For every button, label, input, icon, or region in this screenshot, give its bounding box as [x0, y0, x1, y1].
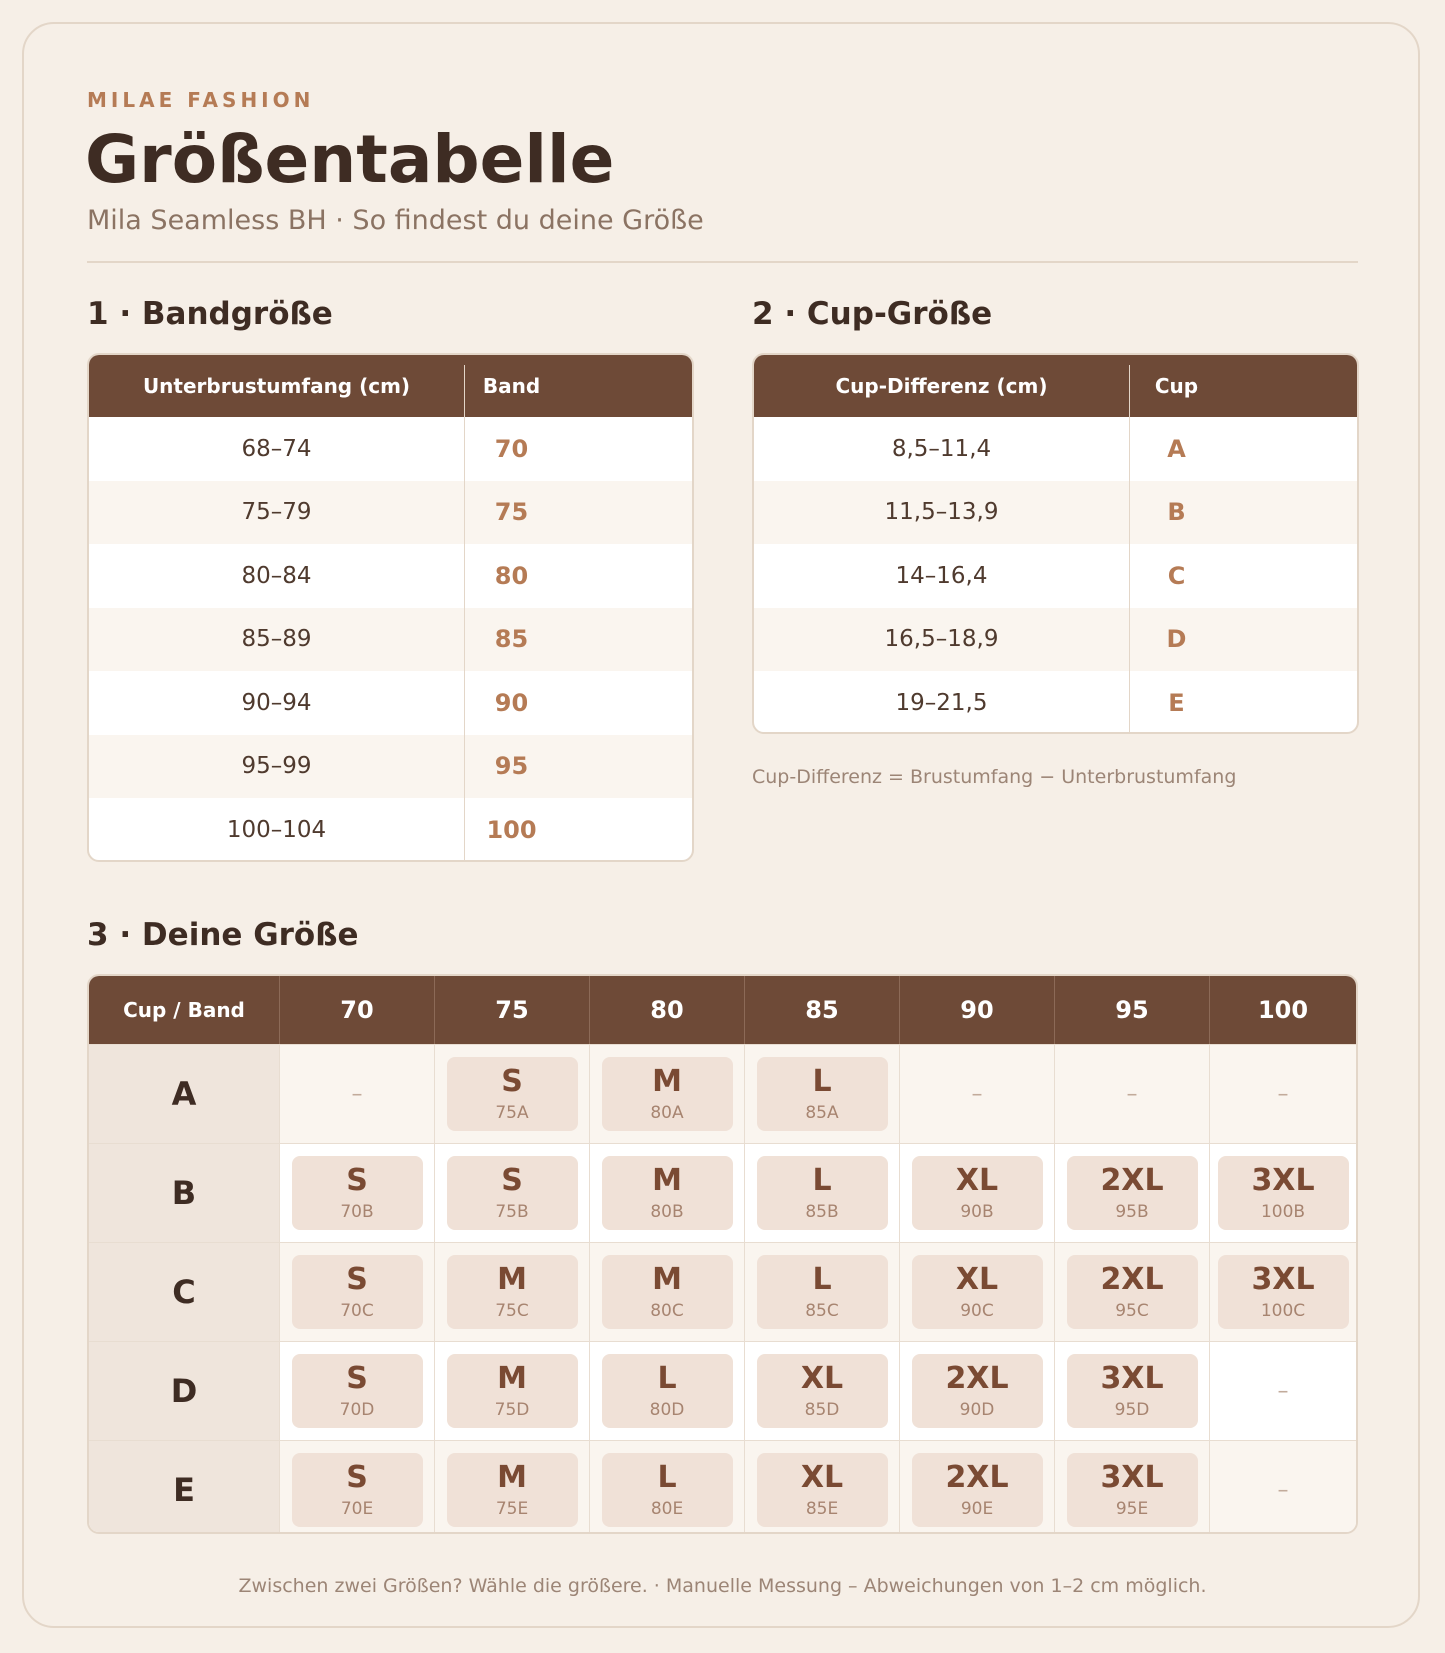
size-code: 95D — [1114, 1400, 1150, 1420]
size-code: 80C — [650, 1301, 684, 1321]
grid-cell — [899, 1441, 1054, 1534]
size-label: XL — [955, 1163, 999, 1198]
band-table — [87, 353, 694, 862]
size-code: 90C — [960, 1301, 994, 1321]
footer-note: Zwischen zwei Größen? Wähle die größere. · Manuelle Messung – Abweichungen von 1–2 cm möglich. — [238, 1575, 1207, 1597]
size-code: 100B — [1260, 1202, 1306, 1222]
grid-cell — [589, 1441, 744, 1534]
column-header-band-75: 75 — [434, 976, 589, 1044]
size-label: 2XL — [945, 1460, 1009, 1495]
size-code: 95E — [1115, 1499, 1149, 1519]
band-value: 100 — [486, 815, 537, 844]
table-row — [754, 481, 1357, 545]
size-label: 2XL — [945, 1361, 1009, 1396]
page-title: Größentabelle — [85, 121, 615, 198]
empty-cell: – — [1277, 1477, 1289, 1503]
size-label: M — [652, 1064, 682, 1099]
size-label: 2XL — [1100, 1163, 1164, 1198]
size-chip — [447, 1354, 578, 1428]
grid-row-cup-b — [89, 1143, 1356, 1242]
size-chip — [602, 1057, 733, 1131]
row-header-cup: D — [89, 1342, 279, 1440]
size-chip — [602, 1156, 733, 1230]
size-code: 75A — [495, 1103, 529, 1123]
size-label: XL — [800, 1361, 844, 1396]
column-header-band-80: 80 — [589, 976, 744, 1044]
empty-cell: – — [971, 1081, 983, 1107]
grid-row-cup-a — [89, 1044, 1356, 1143]
size-label: M — [652, 1262, 682, 1297]
header-band: Band — [482, 374, 541, 398]
empty-cell: – — [1277, 1081, 1289, 1107]
size-section-title: 3 · Deine Größe — [87, 917, 359, 953]
grid-corner: Cup / Band — [123, 998, 245, 1022]
grid-cell — [1054, 1144, 1209, 1242]
size-chip — [447, 1255, 578, 1329]
underbust-range: 68–74 — [241, 435, 312, 462]
column-header-band-90: 90 — [899, 976, 1054, 1044]
table-row — [89, 735, 692, 799]
grid-cell — [1054, 1045, 1209, 1143]
grid-cell — [589, 1144, 744, 1242]
band-value: 90 — [494, 688, 529, 717]
grid-cell — [589, 1342, 744, 1440]
band-table-body — [89, 417, 692, 862]
size-code: 70E — [340, 1499, 374, 1519]
size-label: S — [346, 1460, 368, 1495]
column-divider — [464, 365, 465, 860]
size-label: XL — [800, 1460, 844, 1495]
grid-cell — [899, 1342, 1054, 1440]
size-chip — [912, 1255, 1043, 1329]
grid-cell — [434, 1441, 589, 1534]
grid-cell — [279, 1144, 434, 1242]
size-code: 75D — [494, 1400, 530, 1420]
grid-row-cup-e — [89, 1440, 1356, 1534]
cup-table — [752, 353, 1359, 734]
underbust-range: 75–79 — [241, 499, 312, 526]
size-label: 3XL — [1251, 1262, 1315, 1297]
grid-cell — [1209, 1045, 1356, 1143]
underbust-range: 95–99 — [241, 753, 312, 780]
size-code: 90E — [960, 1499, 994, 1519]
table-row — [89, 608, 692, 672]
grid-cell — [279, 1441, 434, 1534]
size-code: 90B — [960, 1202, 994, 1222]
size-label: 3XL — [1100, 1460, 1164, 1495]
cup-section-title: 2 · Cup-Größe — [752, 296, 993, 332]
underbust-range: 85–89 — [241, 626, 312, 653]
cup-value: B — [1167, 498, 1186, 527]
size-label: S — [501, 1163, 523, 1198]
row-header-cup: B — [89, 1144, 279, 1242]
size-chip — [757, 1354, 888, 1428]
size-label: L — [657, 1361, 677, 1396]
grid-cell — [434, 1045, 589, 1143]
grid-cell — [1209, 1342, 1356, 1440]
size-chip — [292, 1354, 423, 1428]
grid-cell — [1209, 1243, 1356, 1341]
size-label: M — [652, 1163, 682, 1198]
size-label: M — [497, 1361, 527, 1396]
size-label: M — [497, 1262, 527, 1297]
table-row — [89, 544, 692, 608]
cup-difference-range: 14–16,4 — [895, 562, 988, 589]
grid-cell — [744, 1342, 899, 1440]
grid-cell — [744, 1243, 899, 1341]
grid-cell — [279, 1342, 434, 1440]
header-underbust: Unterbrustumfang (cm) — [142, 374, 411, 398]
table-row — [754, 608, 1357, 672]
table-row — [754, 544, 1357, 608]
grid-cell — [744, 1144, 899, 1242]
grid-cell — [1209, 1441, 1356, 1534]
size-chip — [912, 1453, 1043, 1527]
size-chip — [1218, 1255, 1349, 1329]
size-code: 70C — [340, 1301, 374, 1321]
band-value: 70 — [494, 434, 529, 463]
grid-row-cup-c — [89, 1242, 1356, 1341]
size-code: 80B — [650, 1202, 684, 1222]
cup-difference-range: 11,5–13,9 — [884, 499, 999, 526]
size-code: 95B — [1115, 1202, 1149, 1222]
cup-table-header — [754, 355, 1357, 417]
row-header-cup: C — [89, 1243, 279, 1341]
divider — [87, 261, 1358, 263]
underbust-range: 100–104 — [226, 816, 327, 843]
grid-cell — [1054, 1243, 1209, 1341]
band-value: 95 — [494, 752, 529, 781]
grid-cell — [434, 1243, 589, 1341]
grid-cell — [744, 1045, 899, 1143]
band-value: 75 — [494, 498, 529, 527]
header-cup: Cup — [1154, 374, 1199, 398]
size-label: S — [501, 1064, 523, 1099]
size-chip — [447, 1156, 578, 1230]
cup-difference-range: 8,5–11,4 — [891, 435, 992, 462]
size-grid-body — [89, 1044, 1356, 1534]
grid-cell — [279, 1045, 434, 1143]
cup-difference-range: 16,5–18,9 — [884, 626, 999, 653]
underbust-range: 80–84 — [241, 562, 312, 589]
grid-cell — [589, 1045, 744, 1143]
size-label: S — [346, 1262, 368, 1297]
band-table-header — [89, 355, 692, 417]
size-chip — [1067, 1156, 1198, 1230]
column-header-band-95: 95 — [1054, 976, 1209, 1044]
cup-value: A — [1167, 434, 1186, 463]
size-code: 80E — [650, 1499, 684, 1519]
size-chip — [1067, 1354, 1198, 1428]
size-code: 100C — [1260, 1301, 1306, 1321]
size-code: 85B — [805, 1202, 839, 1222]
table-row — [89, 417, 692, 481]
grid-cell — [899, 1144, 1054, 1242]
size-chip — [292, 1255, 423, 1329]
grid-cell — [1054, 1342, 1209, 1440]
row-header-cup: E — [89, 1441, 279, 1534]
size-code: 70D — [339, 1400, 375, 1420]
size-label: XL — [955, 1262, 999, 1297]
grid-cell — [899, 1045, 1054, 1143]
empty-cell: – — [1126, 1081, 1138, 1107]
cup-table-body — [754, 417, 1357, 734]
band-value: 80 — [494, 561, 529, 590]
grid-cell — [899, 1243, 1054, 1341]
size-chip — [912, 1156, 1043, 1230]
size-code: 90D — [959, 1400, 995, 1420]
size-chip — [447, 1057, 578, 1131]
underbust-range: 90–94 — [241, 689, 312, 716]
grid-cell — [1054, 1441, 1209, 1534]
size-chip — [1218, 1156, 1349, 1230]
table-row — [89, 671, 692, 735]
size-grid-header — [89, 976, 1356, 1044]
size-chip — [292, 1156, 423, 1230]
size-chip — [757, 1453, 888, 1527]
size-code: 85E — [805, 1499, 839, 1519]
band-value: 85 — [494, 625, 529, 654]
cup-value: C — [1167, 561, 1186, 590]
size-chip — [1067, 1453, 1198, 1527]
size-chip — [912, 1354, 1043, 1428]
size-code: 85D — [804, 1400, 840, 1420]
column-divider — [1129, 365, 1130, 732]
column-header-band-70: 70 — [279, 976, 434, 1044]
table-row — [754, 671, 1357, 734]
cup-value: E — [1168, 688, 1185, 717]
size-code: 75E — [495, 1499, 529, 1519]
size-label: L — [812, 1262, 832, 1297]
header-cup-difference: Cup-Differenz (cm) — [835, 374, 1048, 398]
column-header-band-85: 85 — [744, 976, 899, 1044]
size-label: L — [657, 1460, 677, 1495]
table-row — [754, 417, 1357, 481]
size-label: L — [812, 1163, 832, 1198]
size-chip — [292, 1453, 423, 1527]
size-label: S — [346, 1361, 368, 1396]
size-chip — [602, 1255, 733, 1329]
cup-difference-range: 19–21,5 — [895, 689, 988, 716]
table-row — [89, 798, 692, 862]
size-code: 85C — [805, 1301, 839, 1321]
size-code: 80A — [650, 1103, 684, 1123]
grid-cell — [434, 1342, 589, 1440]
column-header-band-100: 100 — [1209, 976, 1356, 1044]
size-chip — [602, 1354, 733, 1428]
grid-cell — [1209, 1144, 1356, 1242]
size-label: M — [497, 1460, 527, 1495]
cup-note: Cup-Differenz = Brustumfang − Unterbrustumfang — [752, 766, 1237, 788]
size-chip — [1067, 1255, 1198, 1329]
empty-cell: – — [351, 1081, 363, 1107]
size-code: 95C — [1115, 1301, 1149, 1321]
row-header-cup: A — [89, 1045, 279, 1143]
size-label: S — [346, 1163, 368, 1198]
size-label: 3XL — [1251, 1163, 1315, 1198]
size-label: 3XL — [1100, 1361, 1164, 1396]
size-code: 85A — [805, 1103, 839, 1123]
page-subtitle: Mila Seamless BH · So findest du deine Größe — [87, 205, 704, 236]
size-chip — [447, 1453, 578, 1527]
size-code: 70B — [340, 1202, 374, 1222]
grid-cell — [744, 1441, 899, 1534]
size-chip — [757, 1156, 888, 1230]
table-row — [89, 481, 692, 545]
grid-row-cup-d — [89, 1341, 1356, 1440]
band-section-title: 1 · Bandgröße — [87, 296, 333, 332]
size-chip — [757, 1255, 888, 1329]
grid-cell — [589, 1243, 744, 1341]
grid-cell — [279, 1243, 434, 1341]
size-code: 75C — [495, 1301, 529, 1321]
size-code: 75B — [495, 1202, 529, 1222]
size-label: 2XL — [1100, 1262, 1164, 1297]
size-grid — [87, 974, 1358, 1534]
size-code: 80D — [649, 1400, 685, 1420]
brand-label: MILAE FASHION — [87, 88, 315, 112]
size-label: L — [812, 1064, 832, 1099]
empty-cell: – — [1277, 1378, 1289, 1404]
size-chip — [757, 1057, 888, 1131]
size-chip — [602, 1453, 733, 1527]
grid-cell — [434, 1144, 589, 1242]
cup-value: D — [1166, 625, 1187, 654]
